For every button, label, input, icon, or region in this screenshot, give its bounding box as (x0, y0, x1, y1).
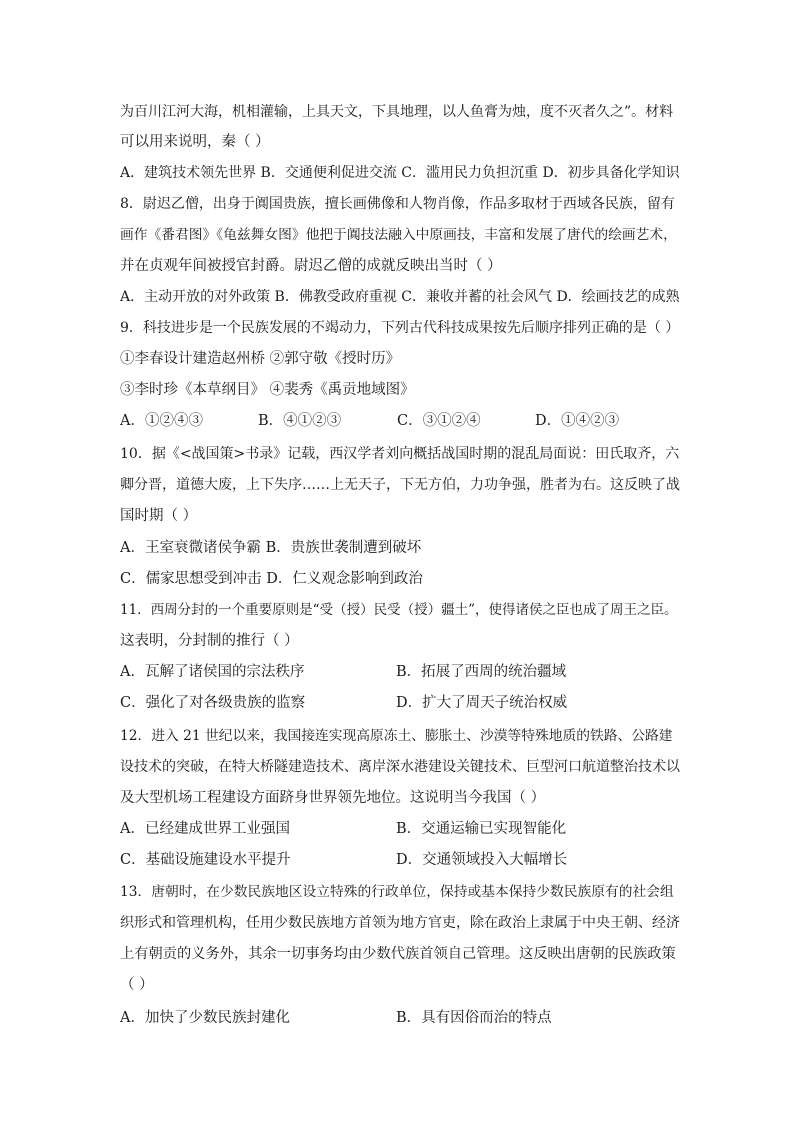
q8-stem-line-2: 画作《番君图》《龟兹舞女图》他把于阗技法融入中原画技，丰富和发展了唐代的绘画艺术， (120, 227, 677, 243)
q10-stem-line-2: 卿分晋，道德大废，上下失序……上无天子，下无方伯，力功争强，胜者为右。这反映了战 (120, 477, 680, 493)
q11-option-c: C．强化了对各级贵族的监察 (120, 695, 306, 711)
q10-stem-line-1: 10．据《<战国策>书录》记载，西汉学者刘向概括战国时期的混乱局面说：田氏取齐，六 (120, 446, 680, 462)
q9-items-1: ①李春设计建造赵州桥 ②郭守敬《授时历》 (120, 351, 401, 367)
q12-option-a: A．已经建成世界工业强国 (120, 821, 290, 837)
q9-option-a: A．①②④③ (120, 413, 203, 429)
q11-option-b: B．拓展了西周的统治疆域 (396, 664, 567, 680)
q8-stem-line-1: 8．尉迟乙僧，出身于阗国贵族，擅长画佛像和人物肖像，作品多取材于西域各民族，留有 (120, 196, 675, 212)
q12-option-c: C．基础设施建设水平提升 (120, 852, 291, 868)
q13-option-a: A．加快了少数民族封建化 (120, 1010, 290, 1026)
q12-option-b: B．交通运输已实现智能化 (396, 821, 567, 837)
q9-stem: 9．科技进步是一个民族发展的不竭动力，下列古代科技成果按先后顺序排列正确的是（ ） (120, 320, 680, 336)
q7-stem-line-1: 为百川江河大海，机相灌输，上具天文，下具地理，以人鱼膏为烛，度不灭者久之”。材料 (120, 104, 674, 120)
q13-stem-line-2: 织形式和管理机构，任用少数民族地方首领为地方官吏，除在政治上隶属于中央王朝、经济 (120, 915, 680, 931)
q13-option-b: B．具有因俗而治的特点 (396, 1010, 552, 1026)
q8-stem-line-3: 并在贞观年间被授官封爵。尉迟乙僧的成就反映出当时（ ） (120, 258, 502, 274)
q11-stem-line-1: 11．西周分封的一个重要原则是“受（授）民受（授）疆土”，使得诸侯之臣也成了周王之臣。 (120, 602, 678, 618)
q12-option-d: D．交通领域投入大幅增长 (396, 852, 568, 868)
q9-option-c: C．③①②④ (397, 413, 481, 429)
q10-options-2: C．儒家思想受到冲击 D．仁义观念影响到政治 (120, 571, 423, 587)
q13-stem-line-4: （ ） (120, 977, 154, 993)
q7-options: A．建筑技术领先世界 B．交通便利促进交流 C．滥用民力负担沉重 D．初步具备化学知识 (120, 165, 680, 181)
q10-options-1: A．王室衰微诸侯争霸 B．贵族世袭制遭到破坏 (120, 540, 422, 556)
q9-option-d: D．①④②③ (535, 413, 620, 429)
q9-items-2: ③李时珍《本草纲目》 ④裴秀《禹贡地域图》 (120, 382, 415, 398)
q11-stem-line-2: 这表明，分封制的推行（ ） (120, 633, 299, 649)
q12-stem-line-2: 设技术的突破，在特大桥隧建造技术、离岸深水港建设关键技术、巨型河口航道整治技术以 (120, 759, 680, 775)
q12-stem-line-3: 及大型机场工程建设方面跻身世界领先地位。这说明当今我国（ ） (120, 790, 546, 806)
q13-stem-line-1: 13．唐朝时，在少数民族地区设立特殊的行政单位，保持或基本保持少数民族原有的社会组 (120, 884, 674, 900)
q8-options: A．主动开放的对外政策 B．佛教受政府重视 C．兼收并蓄的社会风气 D．绘画技艺的成熟 (120, 289, 680, 305)
q7-stem-line-2: 可以用来说明，秦（ ） (120, 134, 270, 150)
q11-option-d: D．扩大了周天子统治权威 (396, 695, 568, 711)
q9-option-b: B．④①②③ (258, 413, 342, 429)
q13-stem-line-3: 上有朝贡的义务外，其余一切事务均由少数代族首领自己管理。这反映出唐朝的民族政策 (120, 946, 676, 962)
q12-stem-line-1: 12．进入 21 世纪以来，我国接连实现高原冻土、膨胀土、沙漠等特殊地质的铁路、公路建 (120, 728, 673, 744)
q11-option-a: A．瓦解了诸侯国的宗法秩序 (120, 664, 305, 680)
q10-stem-line-3: 国时期（ ） (120, 508, 198, 524)
